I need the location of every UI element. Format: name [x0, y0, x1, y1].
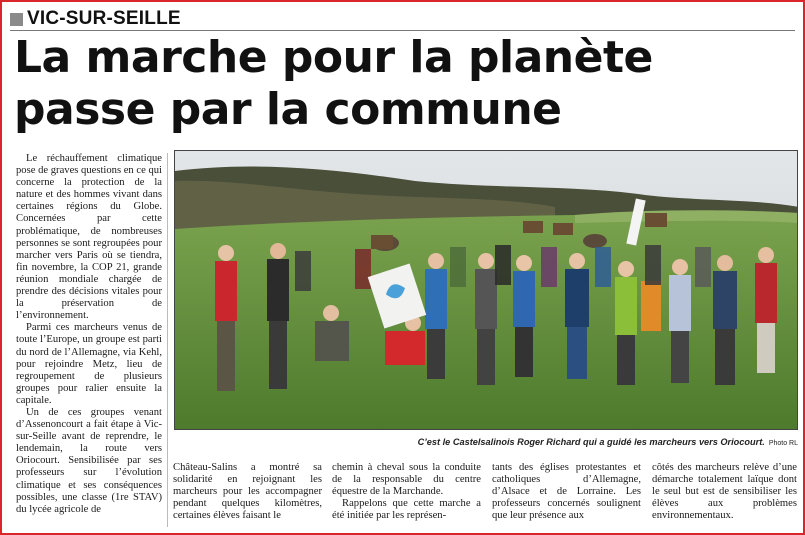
- article-column-4: [492, 462, 641, 522]
- headline-line-2: passe par la commune: [14, 84, 562, 135]
- headline-line-1: La marche pour la planète: [14, 32, 653, 83]
- paragraph-churches: tants des églises protestantes et catholiques d’Allemagne, d’Alsace et de Lorraine. Les professeurs concernés soulignent que leur présence aux: [492, 462, 641, 522]
- article-column-1: [16, 153, 162, 516]
- article-headline: [14, 32, 794, 136]
- paragraph-initiated: Rappelons que cette marche a été initiée par les représen-: [332, 498, 481, 522]
- photo-caption-text: C’est le Castelsalinois Roger Richard qui a guidé les marcheurs vers Oriocourt.: [417, 437, 765, 447]
- rubric-divider: [10, 30, 795, 31]
- paragraph-intro: Le réchauffement climatique pose de graves questions en ce qui concerne la protection de la nature et des hommes vivant dans certaines régions du Globe. Concernées par cette problématique, de nombreuses personnes se sont regroupées pour marcher vers Paris où se tiendra, fin novembre, la COP 21, grande réunion mondiale chargée de prendre des décisions vitales pour la préservation de l’environnement.: [16, 153, 162, 322]
- article-column-5: [652, 462, 797, 522]
- paragraph-secular: côtés des marcheurs relève d’une démarche totalement laïque dont le seul but est de sensibiliser les élèves aux problèmes environnementaux.: [652, 462, 797, 522]
- rubric-square-icon: [10, 13, 23, 26]
- article-column-2: [173, 462, 322, 522]
- paragraph-horse: chemin à cheval sous la conduite de la responsable du centre équestre de la Marchande.: [332, 462, 481, 498]
- group-of-walkers-photo: [175, 151, 798, 430]
- section-label: VIC-SUR-SEILLE: [27, 8, 181, 29]
- photo-credit: Photo RL: [768, 440, 798, 447]
- paragraph-group: Un de ces groupes venant d’Assenoncourt a fait étape à Vic-sur-Seille avant de reprendre, le lendemain, la route vers Oriocourt. Sensibilisée par ses professeurs sur l’évolution climatique et ses conséquences possibles, une classe (1re STAV) du lycée agricole de: [16, 406, 162, 515]
- section-rubric: [10, 8, 181, 30]
- article-column-3: [332, 462, 481, 522]
- paragraph-marchers: Parmi ces marcheurs venus de toute l’Europe, un groupe est parti du nord de l’Allemagne, via Kehl, pour rejoindre Metz, lieu de regroupement de plusieurs groupes pour ralier ensuite la capitale.: [16, 322, 162, 406]
- photo-caption: [174, 437, 798, 447]
- paragraph-solidarity: Château-Salins a montré sa solidarité en rejoignant les marcheurs pour les accompagner pendant quelques kilomètres, certaines élèves faisant le: [173, 462, 322, 522]
- article-photo: [174, 150, 798, 430]
- column-divider: [167, 153, 168, 527]
